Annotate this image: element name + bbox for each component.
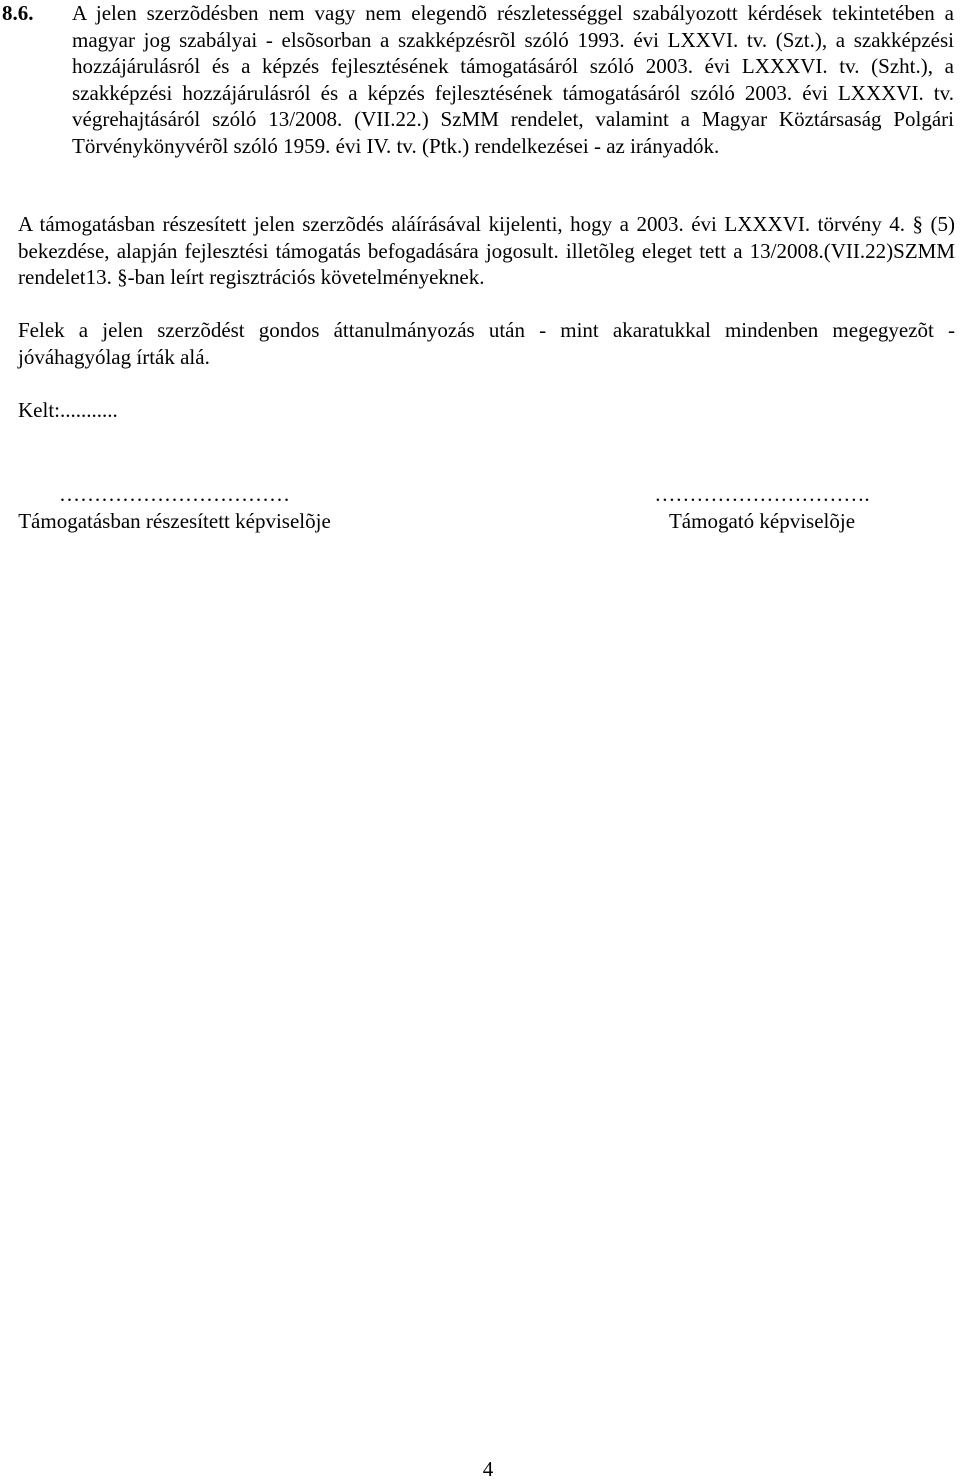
section-number: 8.6. [2, 1, 34, 25]
signature-label-beneficiary: Támogatásban részesített képviselõje [18, 508, 331, 533]
signature-block-supporter [608, 481, 916, 534]
declaration-paragraph: A támogatásban részesített jelen szerzõdés aláírásával kijelenti, hogy a 2003. évi LXXXVI. törvény 4. § (5) bekezdése, alapján fejlesztési támogatás befogadására jogosult. illetõleg eleget tett a 13/2008.(VII.22)SZMM rendelet13. §-ban leírt regisztrációs követelményeknek. [18, 212, 955, 289]
signature-line-supporter: …………………………. [654, 482, 870, 506]
signature-line-beneficiary: …………………………… [59, 482, 290, 506]
signature-block-beneficiary [2, 481, 347, 534]
date-line: Kelt:........... [18, 398, 118, 422]
signature-label-supporter: Támogató képviselõje [668, 508, 856, 533]
page-number: 4 [482, 1457, 494, 1481]
section-text: A jelen szerzõdésben nem vagy nem elegendõ részletességgel szabályozott kérdések tekintetében a magyar jog szabályai - elsõsorban a szakképzésrõl szóló 1993. évi LXXVI. tv. (Szt.), a szakképzési hozzájárulásról és a képzés fejlesztésének támogatásáról szóló 2003. évi LXXXVI. tv. (Szht.), a szakképzési hozzájárulásról és a képzés fejlesztésének támogatásáról szóló 2003. évi LXXXVI. tv. végrehajtásáról szóló 13/2008. (VII.22.) SzMM rendelet, valamint a Magyar Köztársaság Polgári Törvénykönyvérõl szóló 1959. évi IV. tv. (Ptk.) rendelkezései - az irányadók. [72, 1, 954, 158]
agreement-paragraph: Felek a jelen szerzõdést gondos áttanulmányozás után - mint akaratukkal mindenben megegyezõt - jóváhagyólag írták alá. [18, 318, 955, 369]
